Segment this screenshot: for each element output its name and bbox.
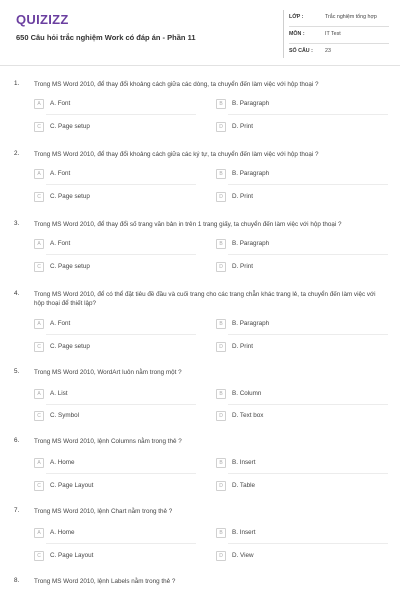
- header-divider: [283, 10, 284, 58]
- option-text: D. Print: [232, 343, 253, 350]
- meta-value: IT Test: [325, 31, 341, 37]
- question-number: 1.: [14, 80, 20, 87]
- option-letter: B: [216, 169, 226, 179]
- question-text: Trong MS Word 2010, lệnh Chart nằm trong thẻ ?: [34, 508, 173, 515]
- option-text: C. Page setup: [50, 123, 90, 130]
- meta-key: SỐ CÂU :: [289, 48, 313, 54]
- option-text: A. Font: [50, 320, 71, 327]
- option-letter: B: [216, 389, 226, 399]
- option-letter: C: [34, 411, 44, 421]
- option-text: B. Insert: [232, 459, 256, 466]
- option-letter: C: [34, 262, 44, 272]
- option-letter: D: [216, 262, 226, 272]
- worksheet-title: 650 Câu hỏi trắc nghiệm Work có đáp án - Phần 11: [16, 33, 196, 42]
- option-underline: [228, 543, 388, 544]
- question-number: 5.: [14, 368, 20, 375]
- option-letter: B: [216, 458, 226, 468]
- option-text: C. Page setup: [50, 193, 90, 200]
- option-letter: D: [216, 342, 226, 352]
- option-underline: [228, 334, 388, 335]
- option-underline: [228, 114, 388, 115]
- option-text: C. Page Layout: [50, 552, 94, 559]
- meta-value: Trắc nghiệm tổng hợp: [325, 14, 377, 20]
- worksheet-meta: [289, 10, 389, 60]
- option-underline: [46, 184, 196, 185]
- question-number: 3.: [14, 220, 20, 227]
- option-letter: A: [34, 319, 44, 329]
- option-text: D. Print: [232, 123, 253, 130]
- option-letter: D: [216, 411, 226, 421]
- option-letter: A: [34, 389, 44, 399]
- quizizz-logo: QUIZIZZ: [16, 12, 69, 27]
- option-underline: [46, 114, 196, 115]
- option-text: D. View: [232, 552, 254, 559]
- option-letter: C: [34, 192, 44, 202]
- header-separator: [0, 65, 400, 66]
- option-text: D. Table: [232, 482, 255, 489]
- question-text: Trong MS Word 2010, lệnh Columns nằm trong thẻ ?: [34, 438, 182, 445]
- option-letter: C: [34, 481, 44, 491]
- option-text: C. Symbol: [50, 412, 80, 419]
- option-letter: D: [216, 122, 226, 132]
- question-text: Trong MS Word 2010, để có thể đặt tiêu đề đầu và cuối trang cho các trang chẵn khác trang lẻ, ta chuyển đến làm việc với hộp thoại để thiết lập?: [34, 291, 376, 307]
- option-letter: B: [216, 239, 226, 249]
- option-text: A. Font: [50, 240, 71, 247]
- option-underline: [228, 184, 388, 185]
- question-number: 8.: [14, 577, 20, 584]
- option-underline: [228, 473, 388, 474]
- option-text: C. Page setup: [50, 343, 90, 350]
- worksheet-header: [0, 0, 400, 62]
- option-text: A. Font: [50, 170, 71, 177]
- option-text: B. Paragraph: [232, 100, 270, 107]
- option-underline: [46, 473, 196, 474]
- option-letter: D: [216, 551, 226, 561]
- option-text: D. Print: [232, 263, 253, 270]
- option-letter: B: [216, 99, 226, 109]
- meta-row-subject: [289, 27, 389, 44]
- option-letter: A: [34, 239, 44, 249]
- option-text: B. Paragraph: [232, 170, 270, 177]
- option-text: B. Column: [232, 390, 262, 397]
- option-text: B. Insert: [232, 529, 256, 536]
- meta-key: LỚP :: [289, 14, 304, 20]
- option-letter: A: [34, 528, 44, 538]
- option-letter: B: [216, 319, 226, 329]
- option-text: A. List: [50, 390, 68, 397]
- option-underline: [228, 404, 388, 405]
- question-number: 6.: [14, 437, 20, 444]
- option-letter: D: [216, 481, 226, 491]
- option-letter: A: [34, 169, 44, 179]
- question-number: 4.: [14, 290, 20, 297]
- question-text: Trong MS Word 2010, WordArt luôn nằm trong một ?: [34, 369, 182, 376]
- meta-value: 23: [325, 48, 331, 54]
- option-text: D. Text box: [232, 412, 264, 419]
- option-text: A. Home: [50, 459, 75, 466]
- option-underline: [228, 254, 388, 255]
- option-underline: [46, 404, 196, 405]
- question-text: Trong MS Word 2010, để thay đổi khoảng cách giữa các dòng, ta chuyển đến làm việc với hộp thoại ?: [34, 81, 319, 88]
- option-underline: [46, 254, 196, 255]
- option-text: C. Page setup: [50, 263, 90, 270]
- option-letter: D: [216, 192, 226, 202]
- option-letter: C: [34, 551, 44, 561]
- option-text: D. Print: [232, 193, 253, 200]
- option-text: B. Paragraph: [232, 320, 270, 327]
- option-text: A. Home: [50, 529, 75, 536]
- question-number: 7.: [14, 507, 20, 514]
- question-text: Trong MS Word 2010, để thay đổi số trang văn bản in trên 1 trang giấy, ta chuyển đến làm việc với hộp thoại ?: [34, 221, 342, 228]
- option-underline: [46, 543, 196, 544]
- option-letter: C: [34, 342, 44, 352]
- option-letter: A: [34, 458, 44, 468]
- option-underline: [46, 334, 196, 335]
- option-text: C. Page Layout: [50, 482, 94, 489]
- question-text: Trong MS Word 2010, để thay đổi khoảng cách giữa các ký tự, ta chuyển đến làm việc với hộp thoại ?: [34, 151, 319, 158]
- option-letter: A: [34, 99, 44, 109]
- meta-key: MÔN :: [289, 31, 305, 37]
- option-letter: C: [34, 122, 44, 132]
- option-text: B. Paragraph: [232, 240, 270, 247]
- meta-row-count: [289, 44, 389, 60]
- question-text: Trong MS Word 2010, lệnh Labels nằm trong thẻ ?: [34, 578, 176, 585]
- meta-row-class: [289, 10, 389, 27]
- question-number: 2.: [14, 150, 20, 157]
- option-text: A. Font: [50, 100, 71, 107]
- option-letter: B: [216, 528, 226, 538]
